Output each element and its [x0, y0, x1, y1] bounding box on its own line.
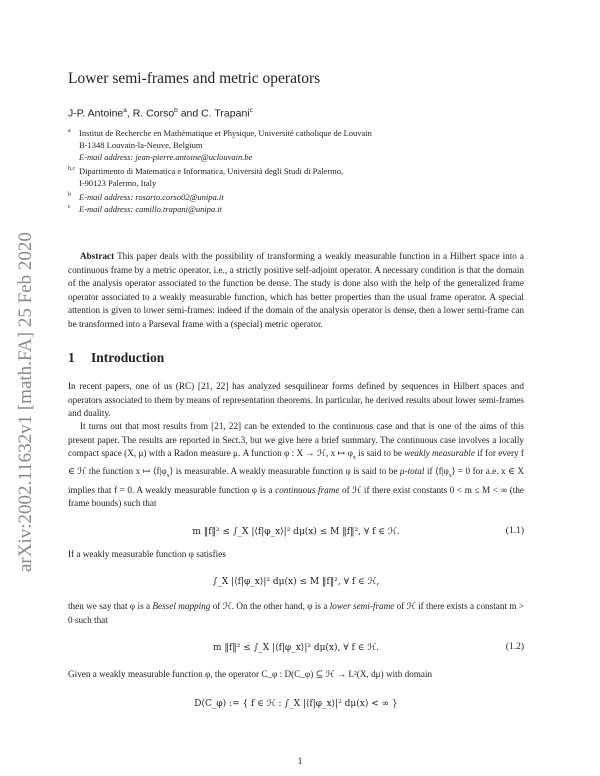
- text-run: is said to be: [355, 448, 405, 458]
- paragraph-4: [68, 600, 524, 627]
- affiliation-line: Institut de Recherche en Mathématique et Physique, Université catholique de Louvain: [79, 128, 372, 138]
- text-run: of ℋ if there exist constants 0 < m ≤ M < ∞ (the frame bounds) such that: [68, 484, 524, 509]
- text-run: ⟩ is measurable. A weakly measurable function φ is said to be: [169, 466, 400, 477]
- term-bessel-mapping: Bessel mapping: [152, 601, 211, 611]
- text-run: ⟩ = 0 for a.e. x ∈ X implies that f = 0. A weakly measurable function φ is a: [68, 466, 524, 495]
- affiliation-email: E-mail address: rosario.corso02@unipa.it: [79, 192, 224, 202]
- arxiv-stamp-text: arXiv:2002.11632v1 [math.FA] 25 Feb 2020: [15, 232, 36, 572]
- equation-body: ∫_X |⟨f|φ_x⟩|² dμ(x) ≤ M ‖f‖², ∀ f ∈ ℋ,: [212, 577, 380, 587]
- equation-number: (1.2): [505, 642, 524, 652]
- equation-bessel: [68, 576, 524, 587]
- affiliation-line: B-1348 Louvain-la-Neuve, Belgium: [79, 140, 203, 150]
- text-run: if for every f ∈ ℋ the function x ↦ ⟨f|φ: [68, 448, 524, 477]
- equation-domain: [68, 698, 524, 709]
- paragraph-3: If a weakly measurable function φ satisfies: [68, 549, 226, 559]
- affiliation-line: I-90123 Palermo, Italy: [79, 178, 157, 188]
- equation-body: m ‖f‖² ≤ ∫_X |⟨f|φ_x⟩|² dμ(x) ≤ M ‖f‖², ∀ f ∈ ℋ.: [192, 527, 400, 537]
- equation-1-1: [68, 526, 524, 537]
- abstract-heading: Abstract: [80, 251, 115, 261]
- affiliation-mark: a: [68, 128, 71, 134]
- author-1: J-P. Antoine: [68, 107, 124, 120]
- author-list: J-P. Antoine$^a$, R. Corso$^b$ and C. Trapani$^c$: [68, 107, 253, 120]
- affiliation-line: Dipartimento di Matematica e Informatica, Università degli Studi di Palermo,: [79, 166, 344, 176]
- term-mu-total: μ-total: [399, 466, 425, 477]
- affiliation-email: E-mail address: jean-pierre.antoine@uclouvain.be: [79, 152, 253, 162]
- text-run: of ℋ. On the other hand, φ is a: [210, 601, 330, 611]
- affiliation-email: E-mail address: camillo.trapani@unipa.it: [79, 204, 223, 214]
- affiliation-mark: b,c: [68, 166, 76, 172]
- term-lower-semi-frame: lower semi-frame: [329, 601, 395, 611]
- term-continuous-frame: continuous frame: [275, 484, 340, 495]
- text-run: if ⟨f|φ: [424, 466, 449, 477]
- text-run: of ℋ if there exists a constant m > 0 such that: [68, 601, 524, 625]
- text-run: then we say that φ is a: [68, 601, 153, 611]
- author-1-mark: a: [123, 107, 127, 114]
- paragraph-1: In recent papers, one of us (RC) [21, 22] has analyzed sesquilinear forms defined by sequences in Hilbert spaces and operators associated to them by means of representation theorems. In particular, he derived results about lower semi-frames and duality.: [68, 381, 524, 418]
- equation-body: D(C_φ) := { f ∈ ℋ : ∫_X |⟨f|φ_x⟩|² dμ(x) < ∞ }: [194, 699, 398, 709]
- abstract-text: This paper deals with the possibility of transforming a weakly measurable function in a Hilbert space into a continuous frame by a metric operator, i.e., a strictly positive self-adjoint operator. A necessary condition is that the domain of the analysis operator associated to the function be dense. The study is done also with the help of the generalized frame operator associated to a weakly measurable function, which has better properties than the usual frame operator. A special attention is given to lower semi-frames: indeed if the domain of the analysis operator is dense, then a lower semi-frame can be transformed into a Parseval frame with a (special) metric operator.: [68, 251, 524, 329]
- author-3-mark: c: [249, 107, 253, 114]
- arxiv-stamp: [4, 180, 44, 580]
- paragraph-2: It turns out that most results from [21, 22] can be extended to the continuous case and that is one of the aims of this present paper. The results are reported in Sect.3, but we give here a brief summary. The continuous case involves a locally compact space (X, μ) with a Radon measure μ. A function φ : X → ℋ, x ↦ $\varphi_x$ is said to be weakly measurable if for every f ∈ ℋ the function x ↦ $⟨f|\varphi_x⟩$ is measurable. A weakly measurable function φ is said to be μ-total if $⟨f|\varphi_x⟩ = 0$ for a.e. x ∈ X implies that f = 0. A weakly measurable function φ is a continuous frame of ℋ if there exist constants 0 < m ≤ M < ∞ (the frame bounds) such that: [68, 421, 524, 509]
- section-number: 1: [68, 350, 75, 365]
- affiliation-mark: b: [68, 192, 71, 198]
- section-heading: [68, 350, 164, 366]
- page-number: 1: [297, 757, 303, 767]
- abstract: [68, 250, 524, 331]
- paragraph-5: Given a weakly measurable function φ, the operator C_φ : D(C_φ) ⊆ ℋ → L²(X, dμ) with domain: [68, 669, 433, 679]
- affiliation-mark: c: [68, 204, 71, 210]
- equation-number: (1.1): [505, 526, 524, 536]
- term-weakly-measurable: weakly measurable: [404, 448, 475, 458]
- paper-title: Lower semi-frames and metric operators: [68, 70, 321, 87]
- text-run: It turns out that most results from [21, 22] can be extended to the continuous case and that is one of the aims of this present paper. The results are reported in Sect.3, but we give here a brief summary. The continuous case involves a locally compact space (X, μ) with a Radon measure μ. A function φ : X → ℋ, x ↦ φ: [68, 421, 524, 458]
- author-and: and: [180, 107, 199, 120]
- author-2-mark: b: [174, 107, 178, 114]
- section-title: Introduction: [91, 350, 165, 365]
- author-2: R. Corso: [132, 107, 175, 120]
- equation-body: m ‖f‖² ≤ ∫_X |⟨f|φ_x⟩|² dμ(x), ∀ f ∈ ℋ.: [212, 643, 380, 653]
- author-3: C. Trapani: [201, 107, 250, 120]
- equation-1-2: [68, 642, 524, 653]
